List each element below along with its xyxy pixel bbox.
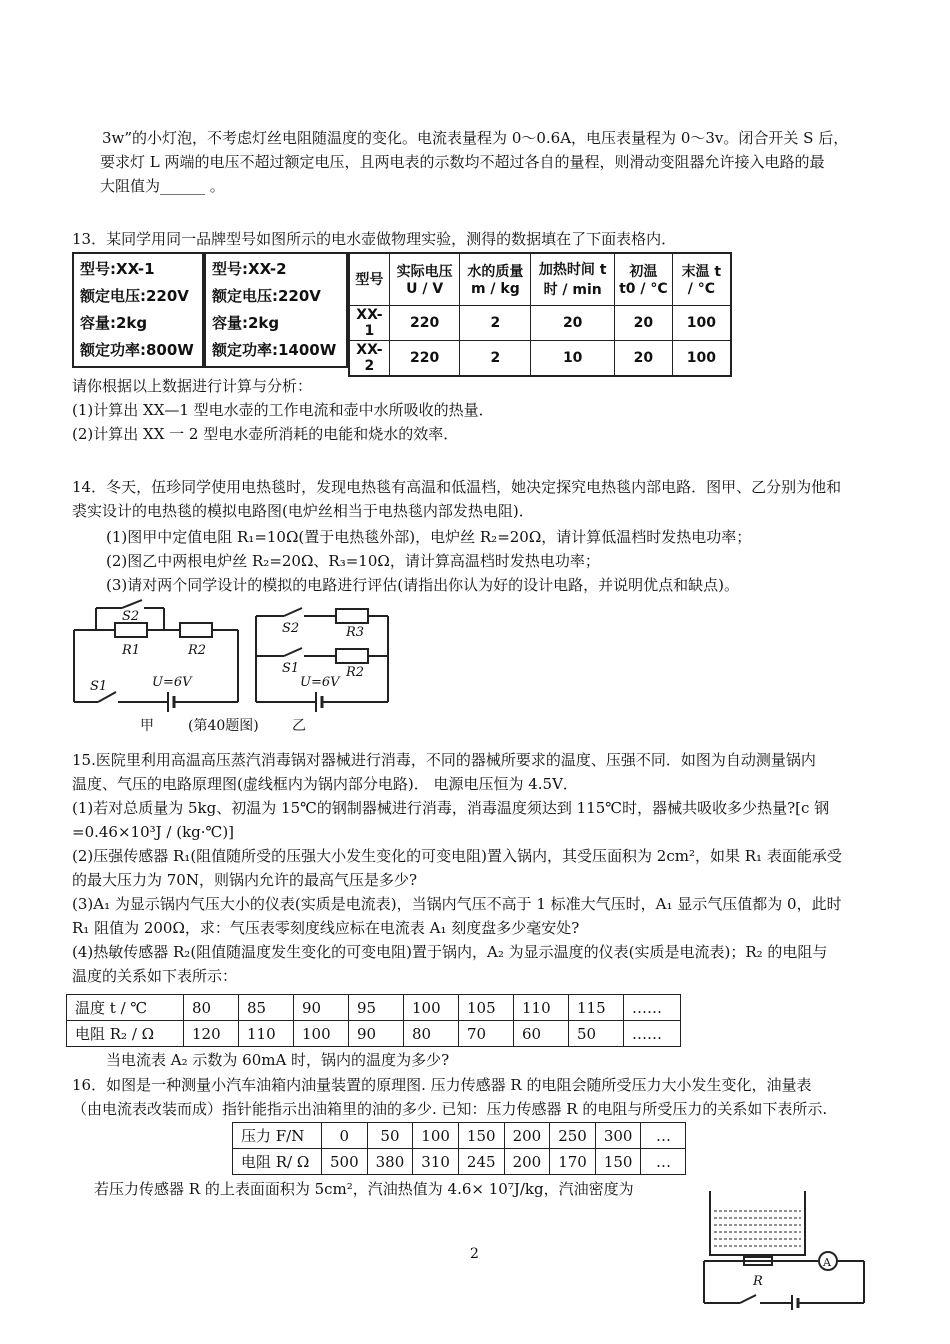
card-line: 容量:2kg: [212, 314, 280, 332]
table-row: [349, 305, 731, 340]
label-r3: R3: [346, 625, 365, 640]
resistor-r2b: [336, 649, 368, 663]
q15-line: (1)若对总质量为 5kg、初温为 15℃的钢制器械进行消毒，消毒温度须达到 115℃时，器械共吸收多少热量?[c 钢: [72, 799, 830, 817]
table-cell: 150: [595, 1149, 641, 1175]
figure-caption: (第40题图): [188, 718, 259, 734]
table-cell: 120: [184, 1021, 239, 1047]
table-row: [233, 1149, 686, 1175]
q14-circuit-figure: [70, 598, 400, 746]
q15-line: 15.医院里利用高温高压蒸汽消毒锅对器械进行消毒，不同的器械所要求的温度、压强不同．如图为自动测量锅内: [72, 751, 816, 769]
q15-line: 温度的关系如下表所示：: [72, 967, 238, 985]
q14-subquestions: [106, 525, 896, 597]
table-cell: 85: [239, 995, 294, 1021]
table-cell: 20: [615, 305, 673, 340]
card-line: 额定电压:220V: [80, 287, 189, 305]
table-cell: …: [641, 1149, 686, 1175]
table-cell: 50: [569, 1021, 624, 1047]
table-cell: XX-1: [349, 305, 389, 340]
label-s1: S1: [90, 679, 108, 694]
q13-stem: 13．某同学用同一品牌型号如图所示的电水壶做物理实验，测得的数据填在了下面表格内．: [72, 230, 677, 248]
q16-line: （由电流表改装而成）指针能指示出油箱里的油的多少. 已知：压力传感器 R 的电阻与所受压力的关系如下表所示.: [72, 1100, 828, 1118]
resistor-r3: [336, 609, 368, 623]
table-cell: 150: [458, 1123, 504, 1149]
q15-text: [72, 748, 892, 988]
resistor-r2: [180, 623, 212, 637]
q15-temperature-table: [66, 994, 681, 1047]
table-cell: 100: [294, 1021, 349, 1047]
page-number: 2: [470, 1246, 479, 1262]
table-cell: 10: [531, 340, 615, 376]
q14-stem-line: 14．冬天，伍珍同学使用电热毯时，发现电热毯有高温和低温档，她决定探究电热毯内部电路．图甲、乙分别为他和: [72, 478, 842, 496]
label-r1: R1: [122, 643, 141, 658]
header-cell: 末温 t / °C: [672, 253, 731, 305]
q16-after-table: 若压力传感器 R 的上表面面积为 5cm²，汽油热值为 4.6× 10⁷J/kg，汽油密度为: [94, 1180, 634, 1198]
q14-stem-line: 裘实设计的电热毯的模拟电路图(电炉丝相当于电热毯内部发热电阻)．: [72, 502, 534, 520]
label-u: U=6V: [152, 675, 192, 690]
table-cell: ……: [624, 1021, 681, 1047]
table-cell: 2: [460, 340, 531, 376]
q13-subquestions: [72, 374, 892, 446]
label-r: R: [753, 1274, 763, 1289]
q14-sub2: (2)图乙中两根电炉丝 R₂=20Ω、R₃=10Ω，请计算高温档时发热电功率；: [106, 552, 600, 570]
q15-line: (4)热敏传感器 R₂(阻值随温度发生变化的可变电阻)置于锅内，A₂ 为显示温度的仪表(实质是电流表)；R₂ 的电阻与: [72, 943, 828, 961]
resistor-r1: [115, 623, 147, 637]
header-cell: 加热时间 t时 / min: [531, 253, 615, 305]
q13-sub1: (1)计算出 XX—1 型电水壶的工作电流和壶中水所吸收的热量．: [72, 401, 494, 419]
table-cell: 电阻 R₂ / Ω: [67, 1021, 184, 1047]
intro-line: 要求灯 L 两端的电压不超过额定电压，且两电表的示数均不超过各自的量程，则滑动变阻器允许接入电路的最: [100, 153, 825, 171]
table-cell: 100: [672, 305, 731, 340]
table-cell: 100: [672, 340, 731, 376]
card-line: 额定功率:1400W: [212, 341, 337, 359]
table-cell: 90: [349, 1021, 404, 1047]
table-row: [67, 1021, 681, 1047]
card-line: 型号:XX-1: [80, 260, 155, 278]
table-cell: 80: [404, 1021, 459, 1047]
q15-line: (2)压强传感器 R₁(阻值随所受的压强大小发生变化的可变电阻)置入锅内，其受压面积为 2cm²，如果 R₁ 表面能承受: [72, 847, 842, 865]
table-cell: 70: [459, 1021, 514, 1047]
intro-paragraph: [72, 126, 892, 150]
table-cell: 95: [349, 995, 404, 1021]
header-cell: 实际电压 U / V: [389, 253, 460, 305]
q14-sub3: (3)请对两个同学设计的模拟的电路进行评估(请指出你认为好的设计电路，并说明优点和缺点)。: [106, 576, 739, 594]
table-row: [349, 340, 731, 376]
q15-after-table: 当电流表 A₂ 示数为 60mA 时，锅内的温度为多少?: [106, 1051, 450, 1069]
q13-prompt: 请你根据以上数据进行计算与分析：: [72, 377, 313, 395]
intro-line: 大阻值为______ 。: [100, 177, 225, 195]
table-cell: 170: [550, 1149, 596, 1175]
table-cell: 200: [504, 1123, 550, 1149]
label-r2: R2: [188, 643, 207, 658]
table-cell: 220: [389, 305, 460, 340]
q16-line: 16．如图是一种测量小汽车油箱内油量装置的原理图. 压力传感器 R 的电阻会随所受压力大小发生变化，油量表: [72, 1076, 812, 1094]
label-jia: 甲: [140, 718, 154, 734]
q14-sub1: (1)图甲中定值电阻 R₁=10Ω(置于电热毯外部)，电炉丝 R₂=20Ω，请计算低温档时发热电功率；: [106, 528, 752, 546]
label-s1b: S1: [282, 661, 300, 676]
table-cell: 110: [514, 995, 569, 1021]
table-cell: 100: [413, 1123, 459, 1149]
card-line: 额定电压:220V: [212, 287, 321, 305]
table-cell: 105: [459, 995, 514, 1021]
header-cell: 水的质量 m / kg: [460, 253, 531, 305]
table-cell: 380: [367, 1149, 413, 1175]
table-cell: 20: [615, 340, 673, 376]
label-s2b: S2: [282, 621, 300, 636]
label-a: A: [823, 1256, 831, 1269]
q15-line: 的最大压力为 70N，则锅内允许的最高气压是多少?: [72, 871, 418, 889]
table-cell: XX-2: [349, 340, 389, 376]
table-cell: 温度 t / ℃: [67, 995, 184, 1021]
table-cell: 0: [322, 1123, 368, 1149]
table-cell: 电阻 R/ Ω: [233, 1149, 322, 1175]
label-s2: S2: [122, 609, 140, 624]
q15-line: 温度、气压的电路原理图(虚线框内为锅内部分电路)． 电源电压恒为 4.5V．: [72, 775, 578, 793]
q16-text: [72, 1073, 892, 1121]
table-cell: 310: [413, 1149, 459, 1175]
table-cell: 250: [550, 1123, 596, 1149]
table-cell: 100: [404, 995, 459, 1021]
kettle-card-xx1: [72, 252, 204, 368]
table-row: [67, 995, 681, 1021]
card-line: 容量:2kg: [80, 314, 148, 332]
header-cell: 初温 t0 / °C: [615, 253, 673, 305]
q15-line: R₁ 阻值为 200Ω，求：气压表零刻度线应标在电流表 A₁ 刻度盘多少毫安处?: [72, 919, 580, 937]
q13-sub2: (2)计算出 XX 一 2 型电水壶所消耗的电能和烧水的效率．: [72, 425, 459, 443]
table-row: [233, 1123, 686, 1149]
table-cell: 300: [595, 1123, 641, 1149]
label-r2b: R2: [346, 665, 365, 680]
table-cell: 115: [569, 995, 624, 1021]
intro-line: 3w”的小灯泡，不考虑灯丝电阻随温度的变化。电流表量程为 0～0.6A，电压表量程为 0～3v。闭合开关 S 后，: [102, 129, 849, 147]
header-cell: 型号: [349, 253, 389, 305]
table-cell: 50: [367, 1123, 413, 1149]
table-cell: 200: [504, 1149, 550, 1175]
table-header-row: [349, 253, 731, 305]
q14-stem: [72, 475, 892, 523]
table-cell: 90: [294, 995, 349, 1021]
table-cell: 110: [239, 1021, 294, 1047]
table-cell: ……: [624, 995, 681, 1021]
q15-line: (3)A₁ 为显示锅内气压大小的仪表(实质是电流表)，当锅内气压不高于 1 标准大气压时，A₁ 显示气压值都为 0，此时: [72, 895, 842, 913]
table-cell: 220: [389, 340, 460, 376]
table-cell: 20: [531, 305, 615, 340]
q15-line: =0.46×10³J / (kg·℃)]: [72, 823, 235, 841]
table-cell: 80: [184, 995, 239, 1021]
table-cell: 压力 F/N: [233, 1123, 322, 1149]
label-ub: U=6V: [300, 675, 340, 690]
kettle-card-xx2: [204, 252, 348, 368]
table-cell: 60: [514, 1021, 569, 1047]
kettle-data-table: [348, 252, 732, 377]
card-line: 型号:XX-2: [212, 260, 287, 278]
table-cell: 245: [458, 1149, 504, 1175]
q16-fuel-tank-figure: [700, 1185, 890, 1310]
table-cell: …: [641, 1123, 686, 1149]
table-cell: 2: [460, 305, 531, 340]
card-line: 额定功率:800W: [80, 341, 194, 359]
fuel-tank: [710, 1191, 805, 1255]
table-cell: 500: [322, 1149, 368, 1175]
label-yi: 乙: [292, 718, 306, 734]
q16-pressure-table: [232, 1122, 686, 1175]
intro-paragraph-cont: [100, 150, 900, 198]
